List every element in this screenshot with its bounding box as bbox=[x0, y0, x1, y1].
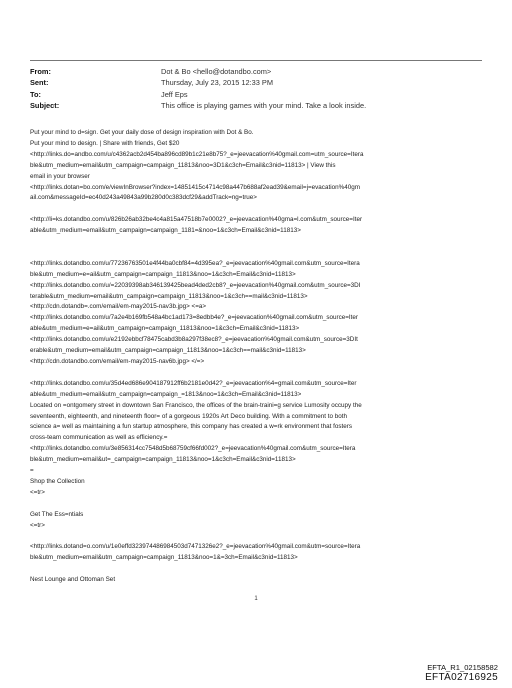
body-line: terable&utm_medium=email&utm_campaign=campaign_11813&noo=1&c3ch==mail&c3nid=11813> bbox=[30, 292, 308, 300]
body-line: <=tr> bbox=[30, 488, 45, 496]
body-line: Located on =ontgomery street in downtown San Francisco, the offices of the brain-traini=g service Lumosity occupy the bbox=[30, 401, 362, 409]
body-line: ble&utm_medium=e=ail&utm_campaign=campaign_11813&noo=1&c3ch=Email&c3nid=11813> bbox=[30, 270, 296, 278]
body-line: email in your browser bbox=[30, 172, 90, 180]
body-line: Shop the Collection bbox=[30, 477, 85, 485]
body-line: science a= well as maintaining a fun startup atmosphere, this company has created a w=rk environment that fosters bbox=[30, 423, 353, 431]
body-line: Put your mind to design. | Share with friends, Get $20 bbox=[30, 139, 180, 147]
subject-row bbox=[30, 100, 500, 111]
body-line: Nest Lounge and Ottoman Set bbox=[30, 576, 116, 584]
body-line: Get The Ess=ntials bbox=[30, 510, 84, 518]
subject-label: Subject: bbox=[30, 100, 60, 110]
body-line: ble&utm_medium=email&ut=_campaign=campaign_11813&noo=1&c3ch=Email&c3nid=11813> bbox=[30, 456, 296, 464]
subject-value: This office is playing games with your mind. Take a look inside. bbox=[161, 100, 367, 110]
from-value: Dot & Bo <hello@dotandbo.com> bbox=[161, 67, 272, 76]
bates-number-large: EFTA02716925 bbox=[425, 672, 498, 683]
page-number: 1 bbox=[254, 596, 258, 602]
blank-line bbox=[30, 531, 500, 542]
body-line: <=tr> bbox=[30, 521, 45, 529]
body-line: <http://li=ks.dotandbo.com/u/826b26ab32be4c4a815a47518b7e0002?_e=jeevacation%40gma=l.com&utm_source=Iter bbox=[30, 216, 363, 224]
blank-line bbox=[30, 564, 500, 575]
body-line: Put your mind to d=sign. Get your daily dose of design inspiration with Dot & Bo. bbox=[30, 129, 254, 136]
body-line: able&utm_medium=email&utm_campaign=campaign_1181=&noo=1&c3ch=Email&c3nid=11813> bbox=[30, 227, 301, 235]
blank-line bbox=[30, 368, 500, 379]
to-value: Jeff Eps bbox=[161, 89, 188, 99]
from-row bbox=[30, 66, 500, 77]
body-line: <http://cdn.dotandb=.com/email/em-may2015-nav3b.jpg> <=a> bbox=[30, 303, 207, 311]
body-line: <http://links.dotandbo.com/u/77236763501e4f44ba0cbf84=4d395ea?_e=jeevacation%40gmail.com&utm_source=Itera bbox=[30, 259, 360, 267]
bates-number-small: EFTA_R1_02158582 bbox=[427, 663, 498, 672]
body-line: seventeenth, eighteenth, and nineteenth floor= of a gorgeous 1920s Art Deco building. With a commitment to both bbox=[30, 412, 347, 420]
body-line: ble&utm_medium=email&utm_campaign=campaign_11813&noo=3D1&c3ch=Email&c3nid=11813> | View this bbox=[30, 161, 336, 169]
body-line: <http://links.dotandbo.com/u/e2192ebbcf78475cabd3b8a297f38ec8?_e=jeevacation%40gmail.com&utm_source=3DIt bbox=[30, 336, 358, 344]
sent-row bbox=[30, 77, 500, 88]
body-line: <http://links.dotan=bo.com/e/viewInBrowser?index=14851415c4714c98a447b688af2ead39&email=j=evacation%40gm bbox=[30, 183, 360, 191]
body-line: <http://links.do=andbo.com/u/c4362acb2d454ba896cd89b1c21e8b75?_e=jeevacation%40gmail.com=utm_source=Itera bbox=[30, 150, 364, 158]
body-line: able&utm_medium=e=ail&utm_campaign=campaign_11813&noo=1&c3ch=Email&c3nid=11813> bbox=[30, 325, 300, 333]
body-line: = bbox=[30, 467, 34, 475]
body-line: <http://links.dotandbo.com/u/=22039398ab346139425bead4ded2cb8?_e=jeevacation%40gmail.com&utm_source=3DI bbox=[30, 281, 361, 289]
to-row bbox=[30, 89, 500, 100]
sent-label: Sent: bbox=[30, 78, 49, 88]
blank-line bbox=[30, 248, 500, 259]
sent-value: Thursday, July 23, 2015 12:33 PM bbox=[161, 78, 274, 88]
body-line: ble&utm_medium=email&utm_campaign=campaign_11813&noo=1&=3ch=Email&c3nid=11813> bbox=[30, 554, 298, 562]
to-label: To: bbox=[30, 89, 41, 99]
blank-line bbox=[30, 204, 500, 215]
blank-line bbox=[30, 237, 500, 248]
from-label: From: bbox=[30, 67, 51, 76]
email-header bbox=[30, 66, 500, 111]
body-line: <http://cdn.dotandbo.com/email/em-may2015-nav6b.jpg> </=> bbox=[30, 357, 205, 365]
body-line: ail.com&messageId=ec40d243a49843a99b280d0c383dcf29&addTrack=ng=true> bbox=[30, 194, 257, 202]
body-line: erable&utm_medium=email&utm_campaign=campaign_11813&noo=1&c3ch==mail&c3nid=11813> bbox=[30, 347, 306, 355]
blank-line bbox=[30, 499, 500, 510]
body-line: <http://links.dotandbo.com/u/7a2e4b169fb548a4bc1ad173=8edbb4e?_e=jeevacation%40gmail.com&utm_source=Iter bbox=[30, 314, 359, 322]
email-body bbox=[30, 128, 500, 586]
header-rule bbox=[30, 60, 482, 61]
body-line: <http://links.dotand=o.com/u/1e0effd323974486984503d7471326e2?_e=jeevacation%40gmail.com&utm=source=Itera bbox=[30, 543, 361, 551]
body-line: cross-team communication as well as efficiency.= bbox=[30, 434, 168, 442]
body-line: <http://links.dotandbo.com/u/35d4ed686e904187912ff6b2181e0d42?_e=jeevacation%4=gmail.com&utm_source=Iter bbox=[30, 379, 357, 387]
body-line: able&utm_medium=email&utm_campaign=campaign_=1813&noo=1&c3ch=Email&c3nid=11813> bbox=[30, 390, 302, 398]
body-line: <http://links.dotandbo.com/u/3e856314cc7548d5b68759cf66fd002?_e=jeevacation%40gmail.com&utm_source=Itera bbox=[30, 445, 356, 453]
